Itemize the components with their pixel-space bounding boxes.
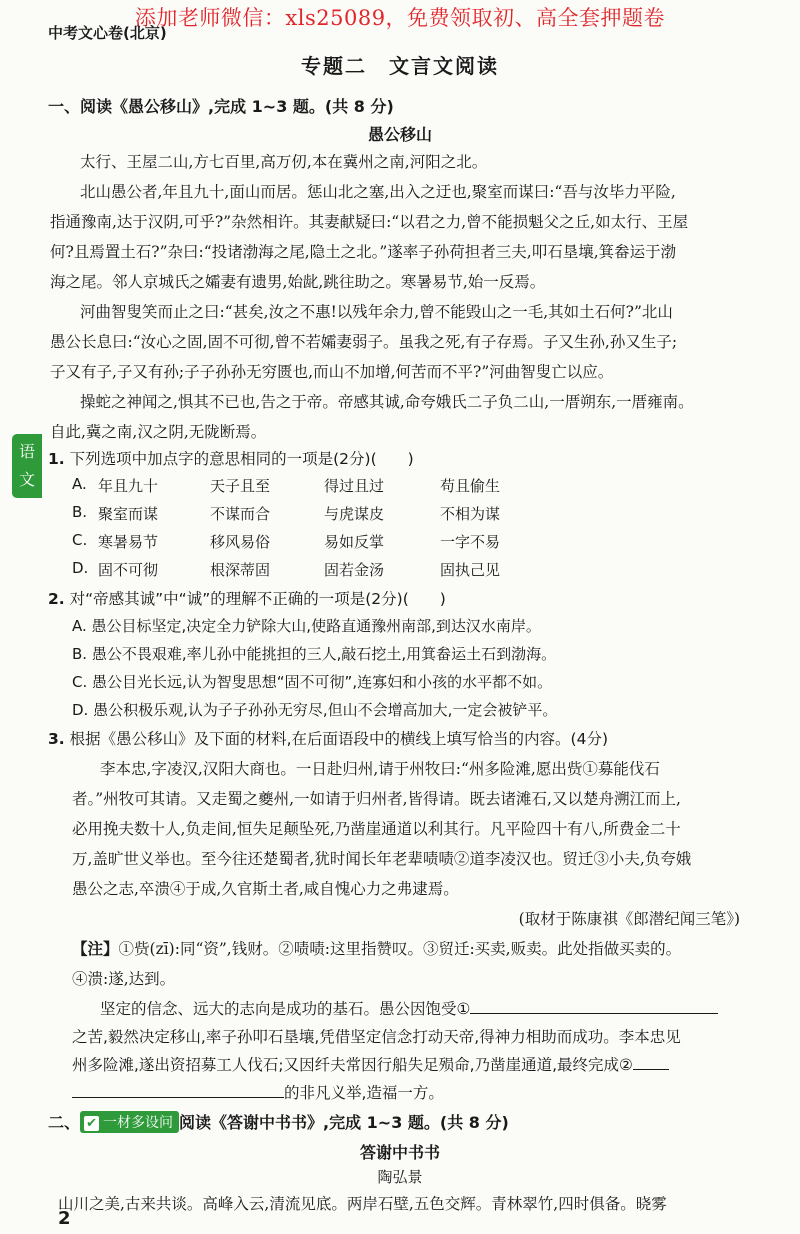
q2-option: A. 愚公目标坚定,决定全力铲除大山,使路直通豫州南部,到达汉水南岸。: [72, 617, 541, 635]
passage1-line: 自此,冀之南,汉之阴,无陇断焉。: [50, 423, 267, 441]
passage1-line: 河曲智叟笑而止之曰:“甚矣,汝之不惠!以残年余力,曾不能毁山之一毛,其如土石何?”北山: [80, 303, 673, 321]
question-1: [48, 447, 414, 469]
side-tab-char: 语: [18, 442, 35, 461]
passage1-line: 操蛇之神闻之,惧其不已也,告之于帝。帝感其诚,命夸娥氏二子负二山,一厝朔东,一厝雍南。: [80, 393, 694, 411]
question-text: 根据《愚公移山》及下面的材料,在后面语段中的横线上填写恰当的内容。(4分): [69, 730, 609, 748]
q1-option-item: 固若金汤: [324, 561, 385, 579]
q1-option-item: 固不可彻: [98, 561, 159, 579]
section2-text: 阅读《答谢中书书》,完成 1~3 题。(共 8 分): [179, 1113, 509, 1132]
q3-paragraph-text: 州多险滩,遂出资招募工人伐石;又因纤夫常因行船失足殒命,乃凿崖通道,最终完成②: [72, 1056, 633, 1074]
badge-label: 一材多设问: [103, 1115, 174, 1131]
q3-note: [72, 937, 681, 959]
passage2-line: 山川之美,古来共谈。高峰入云,清流见底。两岸石壁,五色交辉。青林翠竹,四时俱备。晓雾: [58, 1195, 667, 1213]
q3-material-line: 愚公之志,卒溃④于成,久官斯土者,咸自愧心力之弗逮焉。: [72, 880, 459, 898]
q1-option-item: 易如反掌: [324, 533, 385, 551]
q1-option-item: 寒暑易节: [98, 533, 159, 551]
answer-blank-1[interactable]: [470, 999, 718, 1014]
question-number: 1.: [48, 450, 65, 468]
q1-option-item: 聚室而谋: [98, 505, 159, 523]
q3-material-line: 者。”州牧可其请。又走蜀之夔州,一如请于归州者,皆得请。既去诸滩石,又以楚舟溯江而上,: [72, 790, 681, 808]
q1-option-item: 苟且偷生: [440, 477, 501, 495]
passage1-line: 太行、王屋二山,方七百里,高万仞,本在冀州之南,河阳之北。: [80, 153, 488, 171]
passage1-title: 愚公移山: [367, 125, 432, 144]
q3-paragraph-line: [72, 1053, 669, 1075]
passage1-line: 北山愚公者,年且九十,面山而居。惩山北之塞,出入之迂也,聚室而谋曰:“吾与汝毕力平险,: [80, 183, 676, 201]
note-tag: 【注】: [72, 940, 119, 958]
q3-paragraph-line: [100, 997, 718, 1019]
q3-source: (取材于陈康祺《郎潜纪闻三笔》): [518, 910, 740, 928]
book-header-label: 中考文心卷(北京): [48, 24, 167, 42]
multi-question-badge: [80, 1111, 179, 1133]
question-text: 对“帝感其诚”中“诚”的理解不正确的一项是(2分)( ): [69, 590, 446, 608]
q1-option-item: 根深蒂固: [210, 561, 271, 579]
q1-label: C.: [72, 531, 88, 549]
passage1-line: 愚公长息曰:“汝心之固,固不可彻,曾不若孀妻弱子。虽我之死,有子存焉。子又生孙,孙又生子;: [50, 333, 678, 351]
passage2-title: 答谢中书书: [359, 1143, 440, 1162]
q1-option-item: 不相为谋: [440, 505, 501, 523]
q3-material-line: 李本忠,字凌汉,汉阳大商也。一日赴归州,请于州牧曰:“州多险滩,愿出赀①募能伐石: [100, 760, 660, 778]
q1-label: B.: [72, 503, 88, 521]
check-icon: ✔: [84, 1116, 99, 1131]
passage1-line: 何?且焉置土石?”杂曰:“投诸渤海之尾,隐土之北。”遂率子孙荷担者三夫,叩石垦壤,箕畚运于渤: [50, 243, 677, 261]
q1-label: A.: [72, 475, 87, 493]
q1-option-item: 天子且至: [210, 477, 271, 495]
passage1-line: 子又有子,子又有孙;子子孙孙无穷匮也,而山不加增,何苦而不平?”河曲智叟亡以应。: [50, 363, 614, 381]
q2-option: D. 愚公积极乐观,认为子子孙孙无穷尽,但山不会增高加大,一定会被铲平。: [72, 701, 558, 719]
q1-option-item: 与虎谋皮: [324, 505, 385, 523]
q3-paragraph-text: 坚定的信念、远大的志向是成功的基石。愚公因饱受①: [100, 1000, 471, 1018]
subject-side-tab: [12, 434, 42, 498]
q3-note-line: ④溃:遂,达到。: [72, 970, 176, 988]
page-number: 2: [58, 1208, 71, 1229]
q1-option-item: 固执己见: [440, 561, 501, 579]
passage2-author: 陶弘景: [377, 1168, 423, 1186]
answer-blank-2[interactable]: [633, 1055, 669, 1070]
section2-heading: [48, 1110, 509, 1133]
q1-option-item: 年且九十: [98, 477, 159, 495]
note-text: ①赀(zī):同“资”,钱财。②啧啧:这里指赞叹。③贸迁:买卖,贩卖。此处指做买卖的。: [118, 940, 682, 958]
q2-option: B. 愚公不畏艰难,率儿孙中能挑担的三人,敲石挖土,用箕畚运土石到渤海。: [72, 645, 557, 663]
page-title: 专题二 文言文阅读: [301, 54, 499, 78]
q1-option-item: 移风易俗: [210, 533, 271, 551]
q3-material-line: 万,盖旷世义举也。至今往还楚蜀者,犹时闻长年老辈啧啧②道李凌汉也。贸迁③小夫,负夸娥: [72, 850, 692, 868]
q2-option: C. 愚公目光长远,认为智叟思想“固不可彻”,连寡妇和小孩的水平都不如。: [72, 673, 553, 691]
q1-label: D.: [72, 559, 89, 577]
q3-paragraph-text: 的非凡义举,造福一方。: [284, 1084, 444, 1102]
answer-blank-2-cont[interactable]: [72, 1083, 284, 1098]
q1-option-item: 得过且过: [324, 477, 385, 495]
q1-option-item: 一字不易: [440, 533, 501, 551]
side-tab-char: 文: [18, 470, 35, 489]
passage1-line: 海之尾。邻人京城氏之孀妻有遗男,始龀,跳往助之。寒暑易节,始一反焉。: [50, 273, 546, 291]
q3-material-line: 必用挽夫数十人,负走间,恒失足颠坠死,乃凿崖通道以利其行。凡平险四十有八,所费金二十: [72, 820, 681, 838]
question-3: [48, 727, 608, 749]
promo-banner: 添加老师微信：xls25089，免费领取初、高全套押题卷: [134, 6, 666, 30]
q3-paragraph-line: [72, 1081, 444, 1103]
q1-option-item: 不谋而合: [210, 505, 271, 523]
question-number: 3.: [48, 730, 65, 748]
q3-paragraph-line: 之苦,毅然决定移山,率子孙叩石垦壤,凭借坚定信念打动天帝,得神力相助而成功。李本忠见: [72, 1028, 681, 1046]
section2-prefix: 二、: [48, 1113, 81, 1132]
passage1-line: 指通豫南,达于汉阴,可乎?”杂然相许。其妻献疑曰:“以君之力,曾不能损魁父之丘,如太行、王屋: [50, 213, 689, 231]
question-text: 下列选项中加点字的意思相同的一项是(2分)( ): [69, 450, 414, 468]
question-2: [48, 587, 446, 609]
section1-heading: 一、阅读《愚公移山》,完成 1~3 题。(共 8 分): [48, 97, 394, 116]
question-number: 2.: [48, 590, 65, 608]
